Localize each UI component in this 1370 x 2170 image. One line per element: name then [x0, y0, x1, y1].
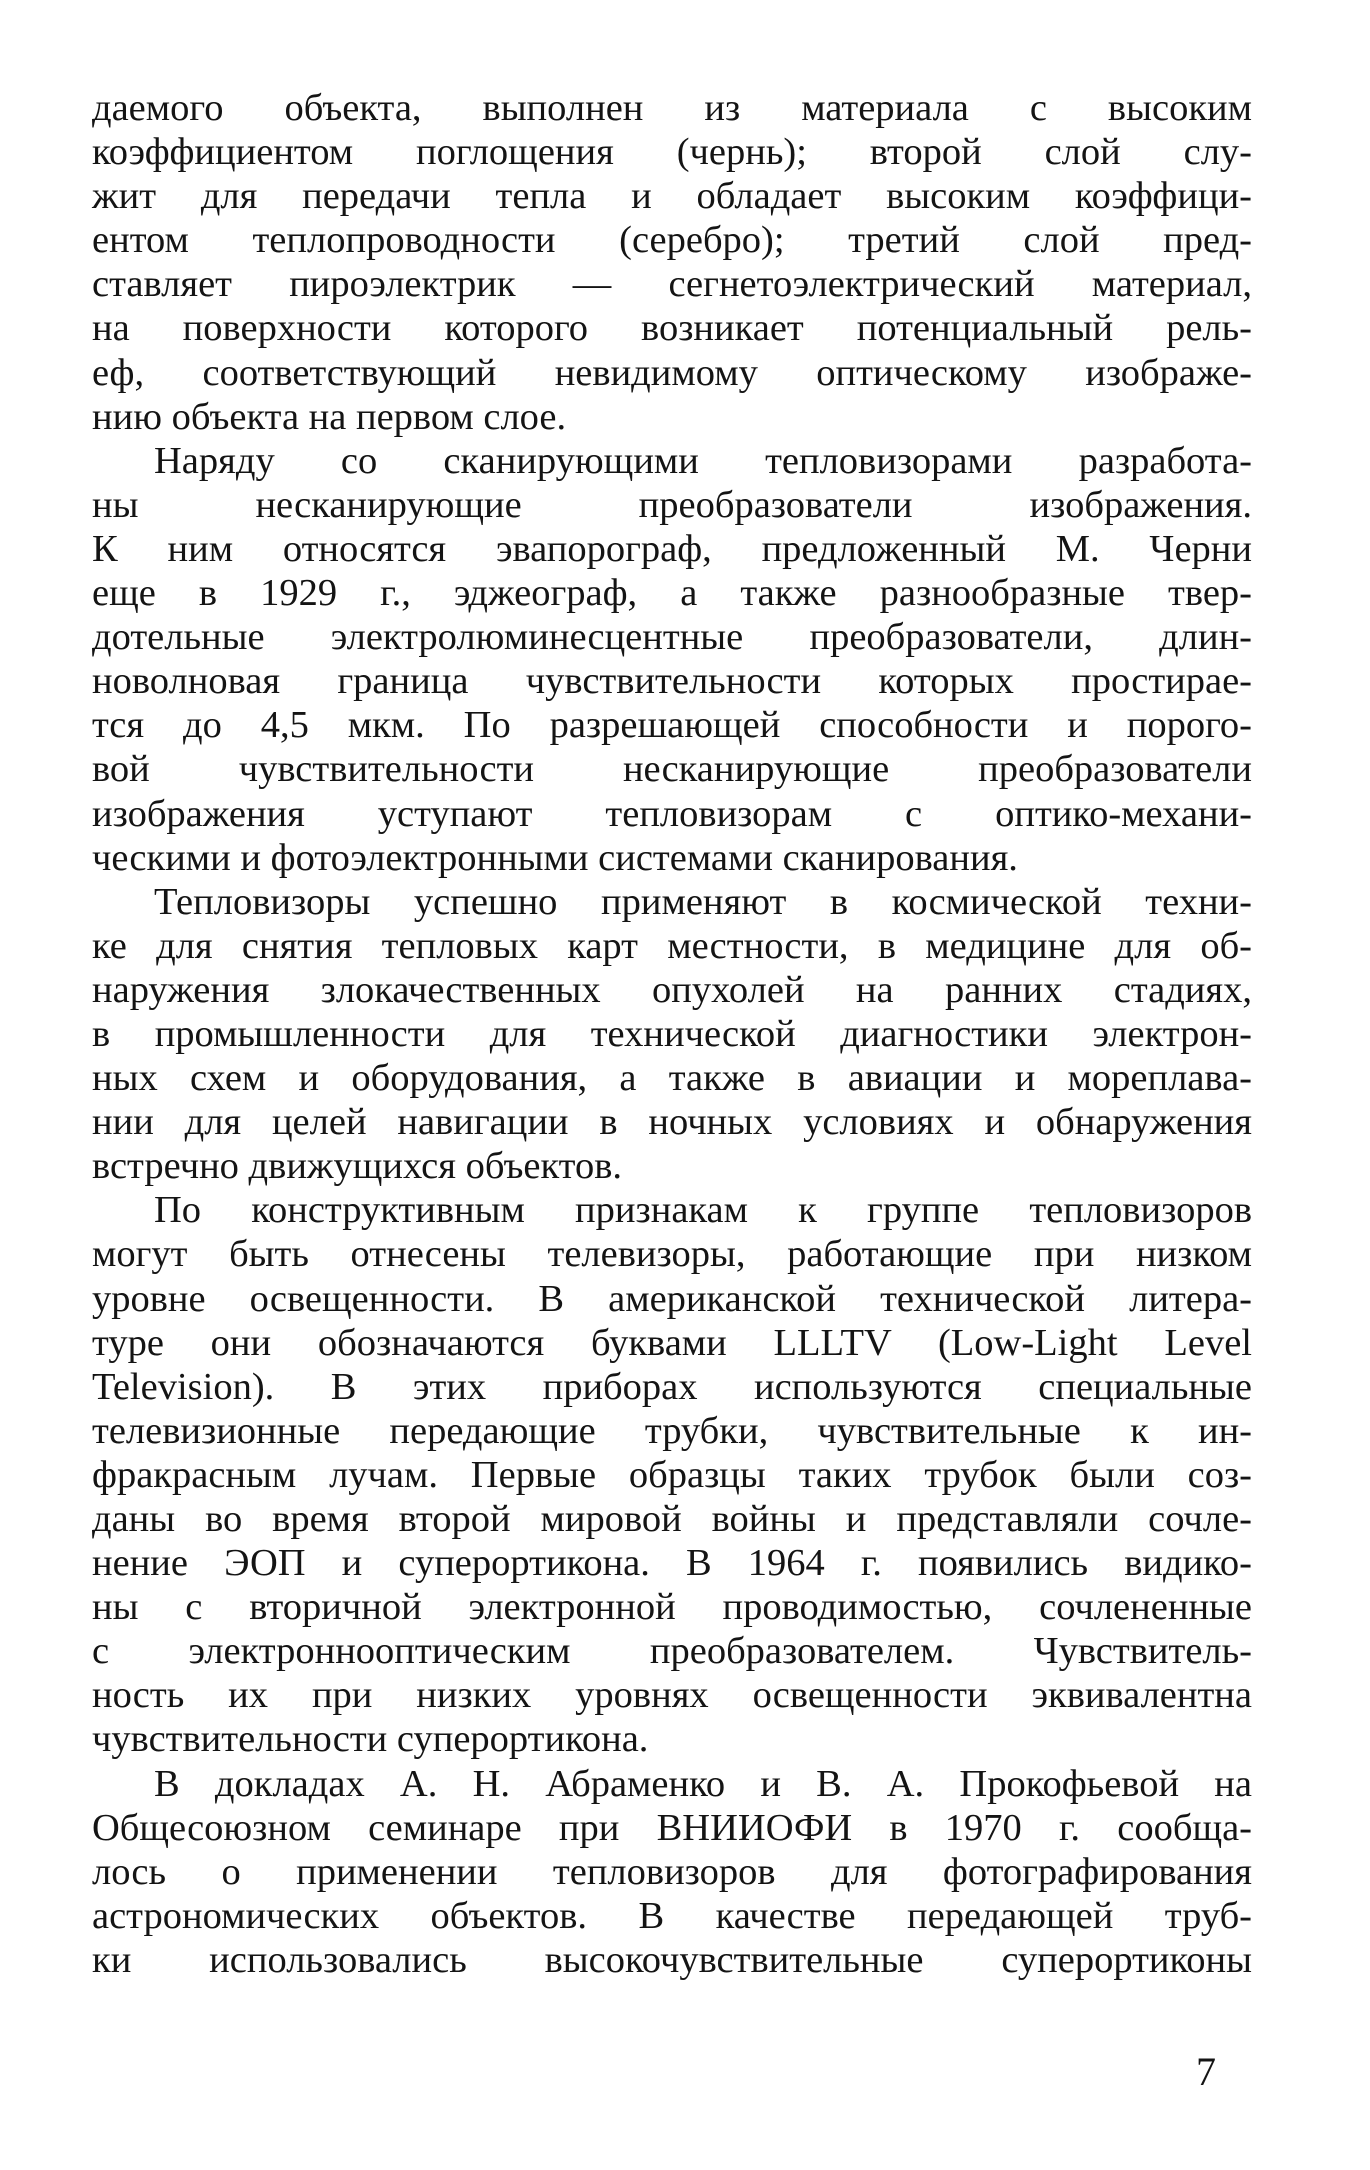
text-line: вой чувствительности несканирующие преобразователи — [92, 748, 1252, 791]
text-line: даны во время второй мировой войны и представляли сочле- — [92, 1498, 1252, 1540]
text-line: Тепловизоры успешно применяют в космической техни- — [154, 880, 1252, 923]
paragraph — [92, 86, 1252, 439]
text-line: Television). В этих приборах используются специальные — [92, 1365, 1252, 1408]
text-line: нение ЭОП и суперортикона. В 1964 г. появились видико- — [92, 1542, 1252, 1585]
text-line: К ним относятся эвапорограф, предложенный М. Черни — [92, 527, 1252, 570]
text-line: ных схем и оборудования, а также в авиации и мореплава- — [92, 1057, 1252, 1100]
page-number: 7 — [1196, 2049, 1216, 2094]
text-line: даемого объекта, выполнен из материала с высоким — [92, 87, 1252, 129]
text-line: уровне освещенности. В американской технической литера- — [92, 1277, 1252, 1320]
text-line: ны несканирующие преобразователи изображения. — [92, 483, 1252, 526]
text-line: В докладах А. Н. Абраменко и В. А. Прокофьевой на — [154, 1762, 1252, 1805]
text-line: ентом теплопроводности (серебро); третий слой пред- — [92, 219, 1252, 262]
text-line: фракрасным лучам. Первые образцы таких трубок были соз- — [92, 1453, 1252, 1496]
text-line: ке для снятия тепловых карт местности, в медицине для об- — [92, 924, 1252, 967]
text-line: ность их при низких уровнях освещенности эквивалентна — [92, 1674, 1252, 1717]
text-line: дотельные электролюминесцентные преобразователи, длин- — [92, 616, 1252, 659]
text-line: коэффициентом поглощения (чернь); второй слой слу- — [92, 131, 1252, 174]
paragraph — [92, 880, 1252, 1189]
text-line: лось о применении тепловизоров для фотографирования — [92, 1850, 1252, 1893]
text-line: ки использовались высокочувствительные суперортиконы — [92, 1938, 1252, 1981]
paragraph — [92, 1762, 1252, 1982]
text-line: с электроннооптическим преобразователем. Чувствитель- — [92, 1630, 1252, 1673]
text-line: могут быть отнесены телевизоры, работающие при низком — [92, 1233, 1252, 1276]
text-line: астрономических объектов. В качестве передающей труб- — [92, 1894, 1252, 1937]
text-line: туре они обозначаются буквами LLLTV (Low-Light Level — [92, 1321, 1252, 1364]
text-line: По конструктивным признакам к группе тепловизоров — [154, 1189, 1252, 1232]
paragraph — [92, 1188, 1252, 1761]
text-line: встречно движущихся объектов. — [92, 1145, 623, 1188]
body-text — [92, 86, 1252, 1982]
text-line: еф, соответствующий невидимому оптическому изображе- — [92, 351, 1252, 394]
text-line: жит для передачи тепла и обладает высоким коэффици- — [92, 175, 1252, 218]
text-line: Наряду со сканирующими тепловизорами разработа- — [154, 439, 1252, 482]
text-line: ставляет пироэлектрик — сегнетоэлектрический материал, — [92, 263, 1252, 306]
text-line: еще в 1929 г., эджеограф, а также разнообразные твер- — [92, 572, 1252, 615]
text-line: ческими и фотоэлектронными системами сканирования. — [92, 836, 1018, 879]
text-line: тся до 4,5 мкм. По разрешающей способности и порого- — [92, 704, 1252, 747]
text-line: на поверхности которого возникает потенциальный рель- — [92, 307, 1252, 350]
text-line: нии для целей навигации в ночных условиях и обнаружения — [92, 1101, 1252, 1144]
text-line: ны с вторичной электронной проводимостью, сочлененные — [92, 1586, 1252, 1629]
paragraph — [92, 439, 1252, 880]
text-line: изображения уступают тепловизорам с оптико-механи- — [92, 792, 1252, 835]
text-line: телевизионные передающие трубки, чувствительные к ин- — [92, 1409, 1252, 1452]
text-line: наружения злокачественных опухолей на ранних стадиях, — [92, 968, 1252, 1011]
text-line: в промышленности для технической диагностики электрон- — [92, 1012, 1252, 1055]
text-line: чувствительности суперортикона. — [92, 1718, 649, 1761]
text-line: нию объекта на первом слое. — [92, 395, 567, 438]
text-line: Общесоюзном семинаре при ВНИИОФИ в 1970 г. сообща- — [92, 1806, 1252, 1849]
text-line: новолновая граница чувствительности которых простирае- — [92, 660, 1252, 703]
